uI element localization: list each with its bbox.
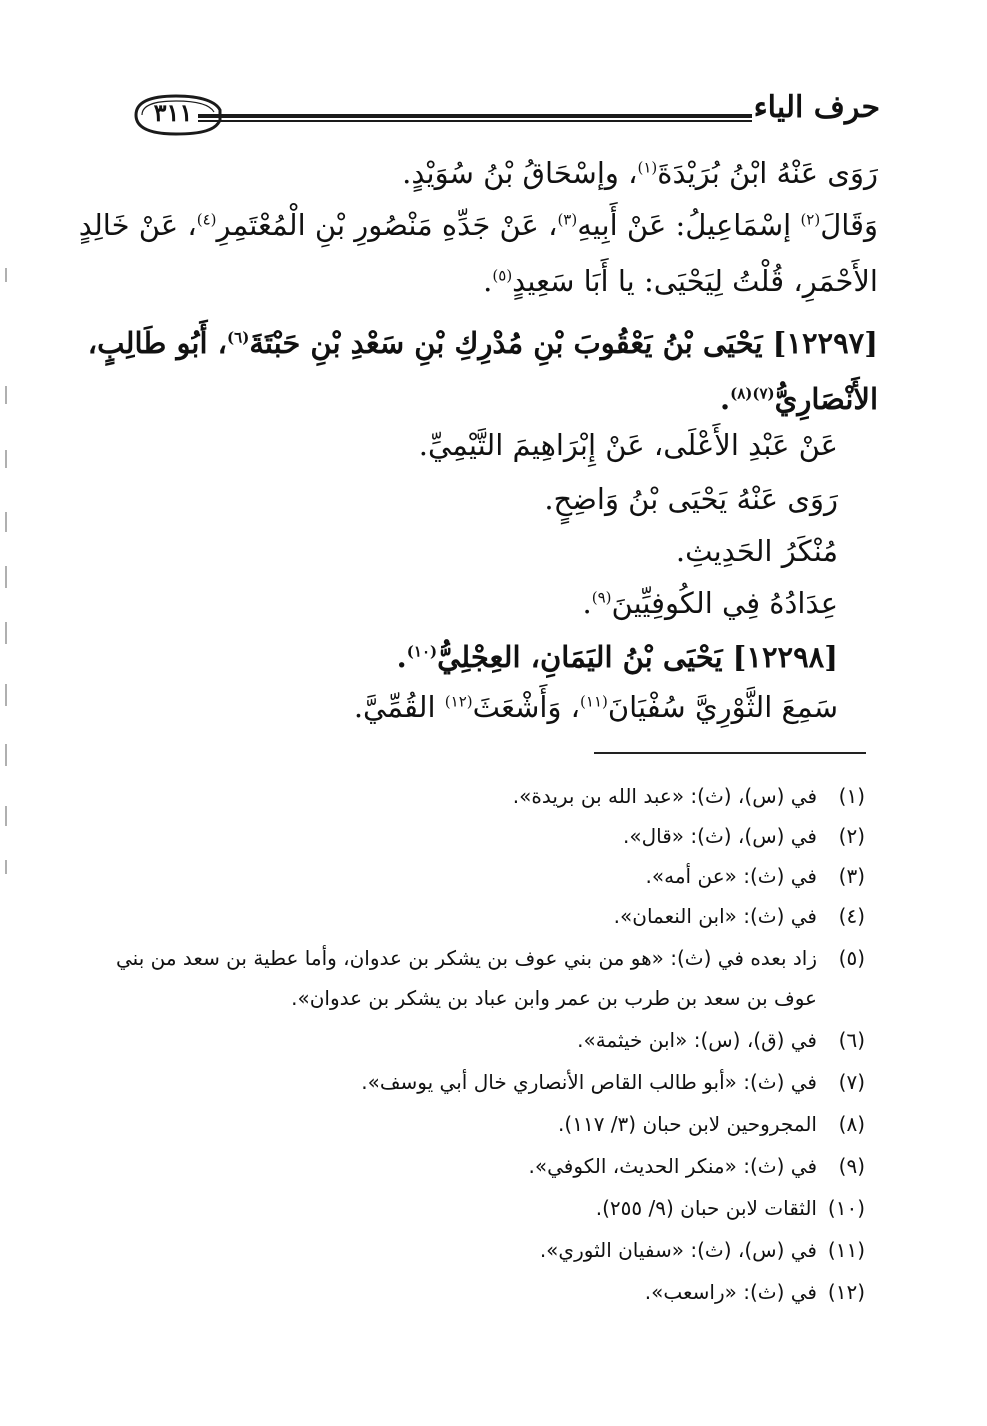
main-text	[78, 0, 878, 760]
footnote-continued: عوف بن سعد بن طرب بن عمر وابن عباد بن يشكر بن عدوان».	[291, 986, 817, 1010]
margin-mark	[5, 450, 7, 468]
footnote: (١٠)الثقات لابن حبان (٩/ ٢٥٥).	[595, 1196, 865, 1220]
footnote: (٤)في (ث): «ابن النعمان».	[613, 904, 865, 928]
footnote: (٧)في (ث): «أبو طالب القاص الأنصاري خال أبي يوسف».	[361, 1070, 865, 1094]
margin-mark	[5, 268, 7, 282]
text-line: الأَحْمَرِ، قُلْتُ لِيَحْيَى: يا أَبَا سَعِيدٍ$^{(٥)}$.	[483, 264, 878, 298]
margin-mark	[5, 566, 7, 588]
text-line: رَوَى عَنْهُ ابْنُ بُرَيْدَةَ$^{(١)}$، وإسْحَاقُ بْنُ سُوَيْدٍ.	[402, 156, 878, 190]
margin-mark	[5, 744, 7, 766]
footnote: (١)في (س)، (ث): «عبد الله بن بريدة».	[512, 784, 865, 808]
margin-mark	[5, 512, 7, 532]
footnote: (٣)في (ث): «عن أمه».	[645, 864, 865, 888]
margin-mark	[5, 622, 7, 644]
text-line: سَمِعَ الثَّوْرِيَّ سُفْيَانَ$^{(١١)}$، وَأَشْعَثَ$^{(١٢)}$ القُمِّيَّ.	[353, 690, 838, 724]
chapter-title: حرف الياء	[753, 90, 880, 125]
footnote: (٦)في (ق)، (س): «ابن خيثمة».	[577, 1028, 865, 1052]
text-line: رَوَى عَنْهُ يَحْيَى بْنُ وَاضِحٍ.	[544, 482, 838, 516]
margin-mark	[5, 386, 7, 404]
footnote: (٩)في (ث): «منكر الحديث، الكوفي».	[528, 1154, 865, 1178]
footnote: (٥)زاد بعده في (ث): «هو من بني عوف بن يشكر بن عدوان، وأما عطية بن سعد من بني	[116, 946, 865, 970]
text-line: مُنْكَرُ الحَدِيثِ.	[675, 534, 838, 568]
margin-mark	[5, 860, 7, 874]
footnote-divider	[594, 752, 866, 754]
text-line: عَنْ عَبْدِ الأَعْلَى، عَنْ إِبْرَاهِيمَ التَّيْمِيِّ.	[418, 428, 838, 462]
footnote: (١١)في (س)، (ث): «سفيان الثوري».	[539, 1238, 865, 1262]
margin-mark	[5, 806, 7, 826]
footnote: (٢)في (س)، (ث): «قال».	[623, 824, 865, 848]
page-number: ٣١١	[153, 98, 193, 127]
text-line: وَقَالَ$^{(٢)}$ إسْمَاعِيلُ: عَنْ أَبِيهِ$^{(٣)}$، عَنْ جَدِّهِ مَنْصُورِ بْنِ الْمُعْتَمِرِ$^{(٤)}$، عَنْ خَالِدٍ	[78, 208, 878, 242]
footnote: (١٢)في (ث): «راسعب».	[644, 1280, 865, 1304]
footnote: (٨)المجروحين لابن حبان (٣/ ١١٧).	[558, 1112, 865, 1136]
entry-heading: [١٢٢٩٨] يَحْيَى بْنُ اليَمَانِ، العِجْلِيُّ$^{(١٠)}$.	[396, 640, 838, 674]
entry-heading: [١٢٢٩٧] يَحْيَى بْنُ يَعْقُوبَ بْنِ مُدْرِكِ بْنِ سَعْدِ بْنِ حَبْتَةَ$^{(٦)}$، أَبُو طَالِبٍ،	[87, 326, 878, 360]
entry-heading-continued: الأَنْصَارِيُّ$^{(٧)(٨)}$.	[719, 382, 878, 416]
margin-mark	[5, 684, 7, 706]
text-line: عِدَادُهُ فِي الكُوفِيِّينَ$^{(٩)}$.	[582, 586, 838, 620]
